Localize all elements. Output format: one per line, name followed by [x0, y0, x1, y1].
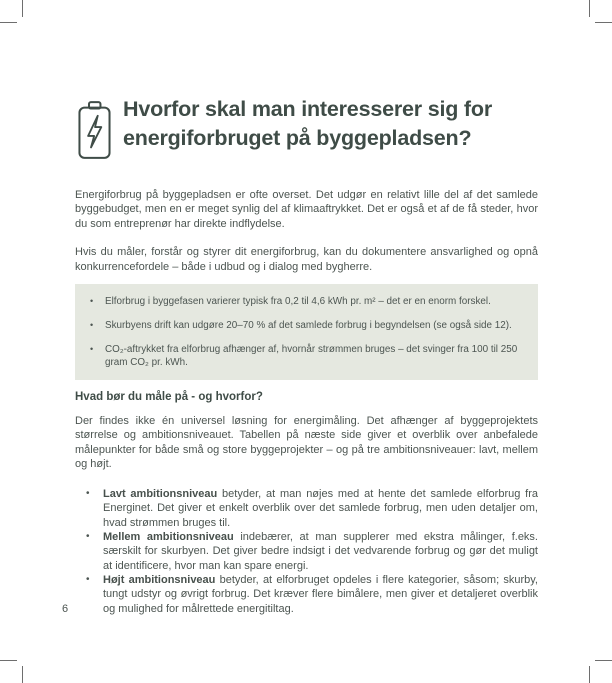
section-subheading: Hvad bør du måle på - og hvorfor? — [75, 390, 263, 403]
fact-box-item: • Skurbyens drift kan udgøre 20–70 % af det samlede forbrug i begyndelsen (se også side 12). — [89, 319, 520, 332]
fact-box-list — [89, 295, 520, 369]
intro-paragraph-1: Energiforbrug på byggepladsen er ofte overset. Det udgør en relativt lille del af det samlede byggebudget, men en er meget synlig del af klimaaftrykket. Det er også et af de få steder, hvor du som entreprenør har direkte indflydelse. — [75, 189, 538, 230]
content-column — [75, 98, 538, 616]
list-item-text: indebærer, at man supplerer med ekstra målinger, f.eks. særskilt for skurbyen. Det giver bedre indsigt i det vedvarende forbrug og gør det muligt at identificere, hvor man kan spare energi. — [103, 531, 538, 572]
crop-mark — [0, 22, 17, 23]
crop-mark — [595, 22, 612, 23]
list-item-text: betyder, at man nøjes med at hente det samlede elforbrug fra Energinet. Det giver et enkelt overblik over det samlede forbrug, men uden detaljer om, hvad strømmen bruges til. — [103, 488, 538, 529]
intro-paragraph-2: Hvis du måler, forstår og styrer dit energiforbrug, kan du dokumentere ansvarlighed og opnå konkurrencefordele – både i udbud og i dialog med bygherre. — [75, 246, 538, 273]
crop-mark — [589, 666, 590, 683]
page-number: 6 — [62, 603, 69, 615]
crop-mark — [589, 0, 590, 17]
section-paragraph: Der findes ikke én universel løsning for energimåling. Det afhænger af byggeprojektets størrelse og ambitionsniveauet. Tabellen på næste side giver et overblik over anbefalede målepunkter for både små og store byggeprojekter – og på tre ambitionsniveauer: lavt, mellem og højt. — [75, 414, 538, 470]
list-item — [75, 530, 538, 573]
crop-mark — [0, 660, 17, 661]
list-item-lead: Højt ambitionsniveau — [103, 573, 216, 586]
fact-box-item: • CO₂-aftrykket fra elforbrug afhænger af, hvornår strømmen bruges – det svinger fra 100 til 250 gram CO₂ pr. kWh. — [89, 343, 520, 369]
list-item — [75, 487, 538, 530]
fact-box — [75, 284, 538, 380]
list-item-text: betyder, at elforbruget opdeles i flere kategorier, såsom; skurby, tungt udstyr og øvrigt forbrug. Det kræver flere bimålere, men giver et detaljeret overblik og mulighed for målrettede energitiltag. — [103, 573, 538, 615]
page-title-line1: Hvorfor skal man interesserer sig for — [123, 97, 492, 121]
ambition-level-list — [75, 487, 538, 616]
crop-mark — [595, 660, 612, 661]
list-item-lead: Mellem ambitionsniveau — [103, 531, 234, 544]
crop-mark — [22, 0, 23, 17]
list-item-lead: Lavt ambitionsniveau — [103, 488, 218, 501]
battery-lightning-icon — [78, 100, 111, 165]
page-title — [123, 95, 492, 153]
fact-box-item: • Elforbrug i byggefasen varierer typisk fra 0,2 til 4,6 kWh pr. m² – det er en enorm forskel. — [89, 295, 520, 308]
page-header — [75, 98, 538, 165]
list-item — [75, 573, 538, 616]
page-title-line2: energiforbruget på byggepladsen? — [123, 126, 472, 150]
crop-mark — [22, 666, 23, 683]
